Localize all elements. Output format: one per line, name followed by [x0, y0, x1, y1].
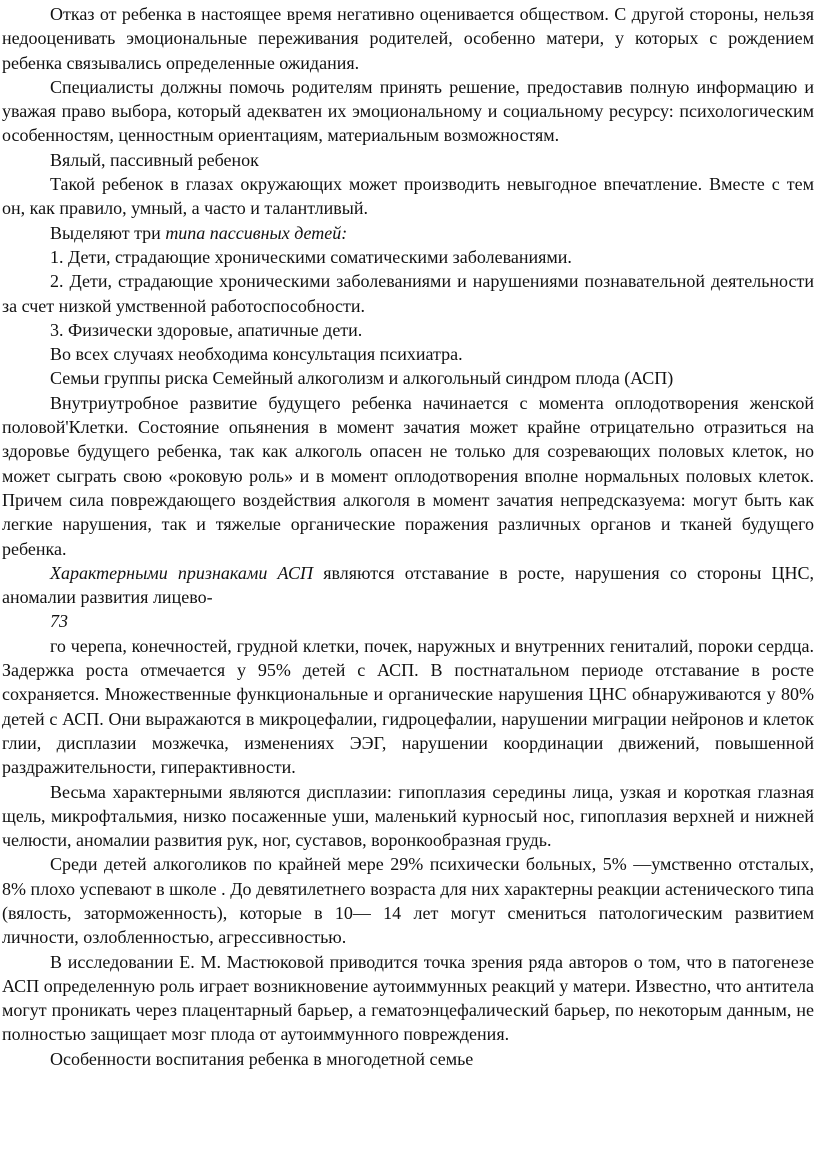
- text-run: являются отставание в росте, нарушения со стороны ЦНС, аномалии развития лицево-: [2, 562, 814, 608]
- paragraph-p8: [2, 318, 814, 342]
- paragraph-p9: [2, 342, 814, 366]
- text-run: 2. Дети, страдающие хроническими заболеваниями и нарушениями познавательной деятельности за счет низкой умственной работоспособности.: [2, 271, 814, 316]
- text-run: Особенности воспитания ребенка в многодетной семье: [50, 1048, 474, 1069]
- text-run: Внутриутробное развитие будущего ребенка начинается с момента оплодотворения женской половой'Клетки. Состояние опьянения в момент зачатия может крайне отрицательно отразиться на здоровье будущего ребенка, так как алкоголь опасен не только для созревающих половых клеток, но может сыграть свою «роковую роль» и в момент оплодотворения вполне нормальных половых клеток. Причем сила повреждающего воздействия алкоголя в момент зачатия непредсказуема: могут быть как легкие нарушения, так и тяжелые органические поражения различных органов и тканей будущего ребенка.: [2, 392, 814, 559]
- page-number: [2, 609, 814, 633]
- paragraph-p14: [2, 634, 814, 780]
- italic-run: Характерными признаками АСП: [50, 562, 314, 583]
- text-run: Специалисты должны помочь родителям принять решение, предоставив полную информацию и уважая право выбора, который адекватен их эмоциональному и социальному ресурсу: психологическим особенностям, ценностным ориентациям, материальным возможностям.: [2, 76, 814, 146]
- italic-run: типа пассивных детей:: [165, 222, 348, 243]
- text-run: В исследовании Е. М. Мастюковой приводится точка зрения ряда авторов о том, что в патогенезе АСП определенную роль играет возникновение аутоиммунных реакций у матери. Известно, что антитела могут проникать через плацентарный барьер, а гематоэнцефалический барьер, по некоторым данным, не полностью защищает мозг плода от аутоиммунного повреждения.: [2, 951, 814, 1045]
- document-body: [2, 2, 814, 1071]
- paragraph-p18: [2, 1047, 814, 1071]
- text-run: Среди детей алкоголиков по крайней мере 29% психически больных, 5% —умственно отсталых, 8% плохо успевают в школе . До девятилетнего возраста для них характерны реакции астенического типа (вялость, заторможенность), которые в 10— 14 лет могут смениться патологическим развитием личности, озлобленностью, агрессивностью.: [2, 854, 814, 948]
- text-run: го черепа, конечностей, грудной клетки, почек, наружных и внутренних гениталий, пороки сердца. Задержка роста отмечается у 95% детей с АСП. В постнатальном периоде отставание в росте сохраняется. Множественные функциональные и органические нарушения ЦНС обнаруживаются у 80% детей с АСП. Они выражаются в микроцефалии, гидроцефалии, нарушении миграции нейронов и клеток глии, дисплазии мозжечка, изменениях ЭЭГ, нарушении координации движений, повышенной раздражительности, гиперактивности.: [2, 635, 814, 778]
- text-run: Вялый, пассивный ребенок: [50, 149, 259, 170]
- paragraph-p4: [2, 172, 814, 221]
- text-run: Весьма характерными являются дисплазии: гипоплазия середины лица, узкая и короткая глазная щель, микрофтальмия, низко посаженные уши, маленький курносый нос, гипоплазия верхней и нижней челюсти, аномалии развития рук, ног, суставов, воронкообразная грудь.: [2, 781, 814, 851]
- text-run: 3. Физически здоровые, апатичные дети.: [50, 319, 363, 340]
- paragraph-p2: [2, 75, 814, 148]
- text-run: Выделяют три: [50, 222, 166, 243]
- text-run: 1. Дети, страдающие хроническими соматическими заболеваниями.: [50, 246, 572, 267]
- text-run: Во всех случаях необходима консультация психиатра.: [50, 344, 463, 365]
- paragraph-p17: [2, 950, 814, 1047]
- paragraph-p11: [2, 391, 814, 561]
- text-run: Отказ от ребенка в настоящее время негативно оценивается обществом. С другой стороны, нельзя недооценивать эмоциональные переживания родителей, особенно матери, у которых с рождением ребенка связывались определенные ожидания.: [2, 4, 814, 73]
- paragraph-p7: [2, 269, 814, 318]
- text-run: Семьи группы риска Семейный алкоголизм и алкогольный синдром плода (АСП): [50, 368, 674, 389]
- text-run: 73: [50, 611, 68, 632]
- paragraph-p1: [2, 2, 814, 75]
- paragraph-p15: [2, 780, 814, 853]
- paragraph-p16: [2, 852, 814, 949]
- text-run: Такой ребенок в глазах окружающих может производить невыгодное впечатление. Вместе с тем он, как правило, умный, а часто и талантливый.: [2, 174, 814, 219]
- paragraph-p3: [2, 148, 814, 172]
- paragraph-p6: [2, 245, 814, 269]
- paragraph-p5: [2, 221, 814, 245]
- paragraph-p12: [2, 561, 814, 610]
- paragraph-p10: [2, 366, 814, 390]
